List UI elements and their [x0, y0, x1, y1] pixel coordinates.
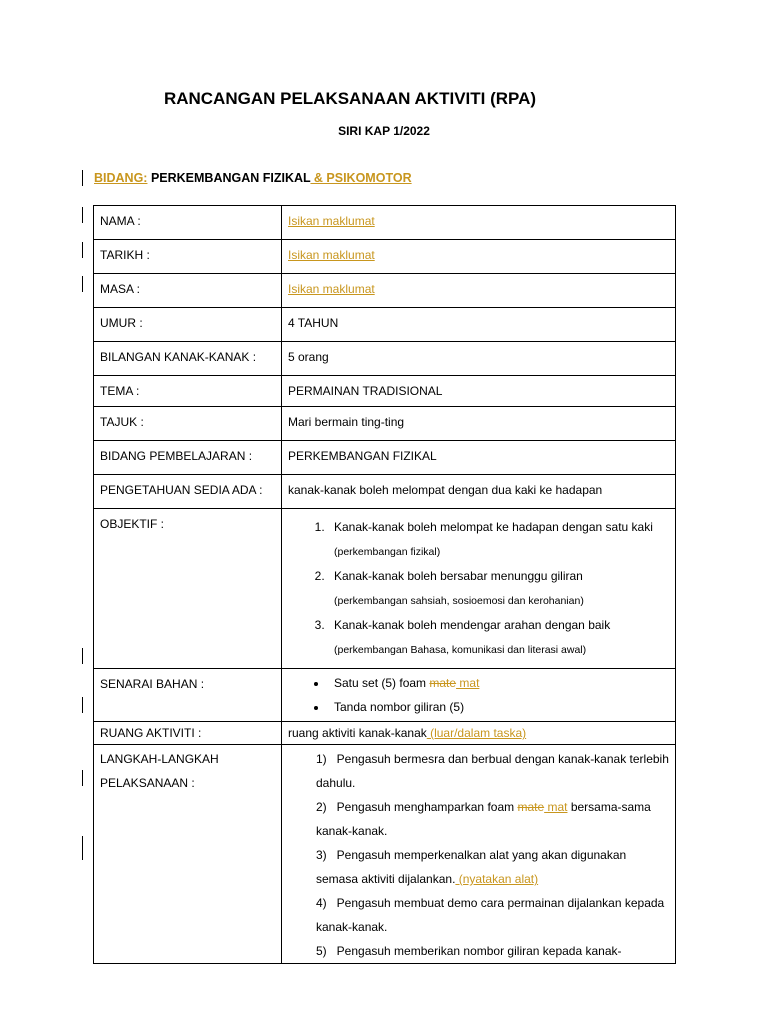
row-label: PENGETAHUAN SEDIA ADA :	[94, 475, 282, 509]
bidang-value: PERKEMBANGAN FIZIKAL	[147, 171, 311, 185]
row-label: NAMA :	[94, 206, 282, 240]
document-title: RANCANGAN PELAKSANAAN AKTIVITI (RPA)	[163, 89, 537, 108]
change-bar	[82, 770, 83, 786]
row-label: BIDANG PEMBELAJARAN :	[94, 441, 282, 475]
row-value	[282, 206, 676, 240]
table-row	[94, 342, 676, 376]
row-label: TARIKH :	[94, 240, 282, 274]
list-item: 3) Pengasuh memperkenalkan alat yang akan digunakan semasa aktiviti dijalankan. (nyatakan alat)	[316, 848, 627, 886]
row-value	[282, 745, 676, 964]
bahan-list	[288, 671, 669, 719]
row-label: RUANG AKTIVITI :	[94, 722, 282, 745]
row-label: OBJEKTIF :	[94, 509, 282, 669]
change-bar	[82, 697, 83, 713]
change-bar	[82, 276, 83, 292]
row-label: MASA :	[94, 274, 282, 308]
change-bar	[82, 242, 83, 258]
list-item: 4) Pengasuh membuat demo cara permainan dijalankan kepada kanak-kanak.	[316, 896, 665, 934]
inserted-text: (luar/dalam taska)	[426, 726, 527, 740]
list-item: • Tanda nombor giliran (5)	[328, 695, 669, 719]
list-item: • Satu set (5) foam mate mat	[328, 671, 669, 695]
langkah-list	[288, 747, 669, 963]
item-note: (perkembangan Bahasa, komunikasi dan literasi awal)	[334, 644, 587, 656]
placeholder-text: Isikan maklumat	[288, 248, 375, 262]
row-value	[282, 509, 676, 669]
list-item: 2) Pengasuh menghamparkan foam mate mat bersama-sama kanak-kanak.	[316, 800, 651, 838]
table-row	[94, 669, 676, 722]
change-bar	[82, 648, 83, 664]
placeholder-text: Isikan maklumat	[288, 282, 375, 296]
row-label: TEMA :	[94, 376, 282, 407]
table-row	[94, 274, 676, 308]
item-text: Kanak-kanak boleh melompat ke hadapan dengan satu kaki	[334, 520, 653, 534]
row-value: 5 orang	[282, 342, 676, 376]
bidang-added-text: & PSIKOMOTOR	[310, 171, 412, 185]
deleted-text: mate	[429, 676, 457, 690]
deleted-text: mate	[517, 800, 545, 814]
table-row	[94, 745, 676, 964]
step-number: 3)	[316, 848, 337, 862]
step-number: 4)	[316, 896, 337, 910]
document-subtitle: SIRI KAP 1/2022	[338, 124, 430, 138]
row-label: UMUR :	[94, 308, 282, 342]
list-item: 1) Pengasuh bermesra dan berbual dengan kanak-kanak terlebih dahulu.	[316, 752, 669, 790]
row-value: PERKEMBANGAN FIZIKAL	[282, 441, 676, 475]
objektif-list	[288, 515, 669, 662]
table-row	[94, 441, 676, 475]
table-row	[94, 475, 676, 509]
inserted-text: mat	[456, 676, 480, 690]
row-value: kanak-kanak boleh melompat dengan dua kaki ke hadapan	[282, 475, 676, 509]
row-value: ruang aktiviti kanak-kanak (luar/dalam taska)	[282, 722, 676, 745]
row-value	[282, 274, 676, 308]
rpa-table	[93, 205, 676, 964]
table-row	[94, 308, 676, 342]
row-value: PERMAINAN TRADISIONAL	[282, 376, 676, 407]
list-item	[328, 613, 669, 662]
step-number: 2)	[316, 800, 337, 814]
bidang-label: BIDANG:	[94, 171, 148, 185]
table-row	[94, 509, 676, 669]
row-value	[282, 669, 676, 722]
table-row	[94, 722, 676, 745]
step-number: 5)	[316, 944, 337, 958]
row-label: BILANGAN KANAK-KANAK :	[94, 342, 282, 376]
table-row	[94, 407, 676, 441]
item-text: Kanak-kanak boleh bersabar menunggu giliran	[334, 569, 583, 583]
item-note: (perkembangan sahsiah, sosioemosi dan kerohanian)	[334, 595, 584, 607]
item-text: Kanak-kanak boleh mendengar arahan dengan baik	[334, 618, 611, 632]
table-row	[94, 206, 676, 240]
row-value: 4 TAHUN	[282, 308, 676, 342]
row-value	[282, 240, 676, 274]
row-value: Mari bermain ting-ting	[282, 407, 676, 441]
table-row	[94, 240, 676, 274]
bidang-heading	[94, 171, 412, 185]
step-number: 1)	[316, 752, 337, 766]
row-label: SENARAI BAHAN :	[94, 669, 282, 722]
change-bar	[82, 170, 83, 186]
list-item	[328, 564, 669, 613]
table-row	[94, 376, 676, 407]
change-bar	[82, 836, 83, 860]
row-label: TAJUK :	[94, 407, 282, 441]
change-bar	[82, 207, 83, 223]
inserted-text: mat	[544, 800, 568, 814]
row-label: LANGKAH-LANGKAH PELAKSANAAN :	[94, 745, 282, 964]
placeholder-text: Isikan maklumat	[288, 214, 375, 228]
item-note: (perkembangan fizikal)	[334, 546, 441, 558]
list-item	[328, 515, 669, 564]
list-item: 5) Pengasuh memberikan nombor giliran kepada kanak-	[316, 944, 622, 958]
inserted-text: (nyatakan alat)	[455, 872, 539, 886]
